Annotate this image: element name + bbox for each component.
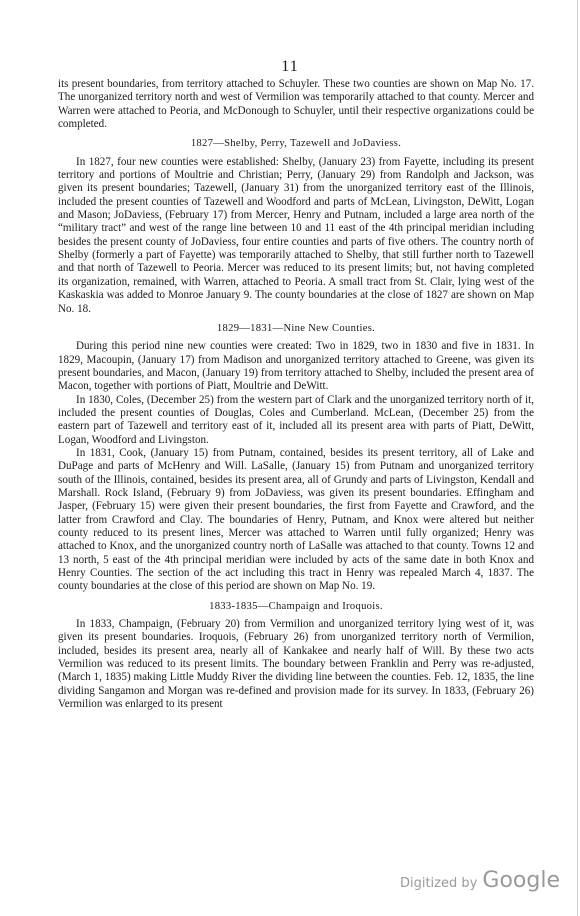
section-heading: 1833-1835—Champaign and Iroquois. [209, 600, 383, 612]
paragraph: In 1827, four new counties were established: Shelby, (January 23) from Fayette, including its present territory and portions of Moultrie and Christian; Perry, (January 29) from Randolph and Jackson, was given its present boundaries; Tazewell, (January 31) from the unorganized territory east of the Illinois, included the present counties of Tazewell and Woodford and parts of McLean, Livingston, DeWitt, Logan and Mason; JoDaviess, (February 17) from Mercer, Henry and Putnam, included a large area north of the “military tract” and west of the range line between 10 and 11 east of the 4th principal meridian including besides the present county of JoDaviess, four entire counties and parts of five others. The country north of Shelby (formerly a part of Fayette) was temporarily attached to Shelby, that still further north to Tazewell and that north of Tazewell to Peoria. Mercer was reduced to its present limits; but, not having completed its organization, remained, with Warren, attached to Peoria. A small tract from St. Clair, lying west of the Kaskaskia was added to Monroe January 9. The county boundaries at the close of 1827 are shown on Map No. 18. [58, 155, 534, 315]
digitized-watermark [400, 868, 560, 893]
paragraph: In 1830, Coles, (December 25) from the western part of Clark and the unorganized territory north of it, included the present counties of Douglas, Coles and Cumberland. McLean, (December 25) from the eastern part of Tazewell and territory east of it, included all its present area with parts of Piatt, DeWitt, Logan, Woodford and Livingston. [58, 393, 534, 446]
paragraph: In 1831, Cook, (January 15) from Putnam, contained, besides its present territory, all of Lake and DuPage and parts of McHenry and Will. LaSalle, (January 15) from Putnam and unorganized territory south of the Illinois, contained, besides its present area, all of Grundy and parts of Livingston, Kendall and Marshall. Rock Island, (February 9) from JoDaviess, was given its present boundaries. Effingham and Jasper, (February 15) were given their present boundaries, the first from Fayette and Crawford, and the latter from Crawford and Clay. The boundaries of Henry, Putnam, and Knox were altered but neither county reduced to its present lines, Mercer was attached to Warren until fully organized; Henry was attached to Knox, and the unorganized country north of LaSalle was attached to that county. Towns 12 and 13 north, 5 east of the 4th principal meridian were included by acts of the same date in both Knox and Henry Counties. The section of the act including this tract in Henry was repealed March 4, 1837. The county boundaries at the close of this period are shown on Map No. 19. [58, 446, 534, 593]
page-edge [577, 0, 578, 916]
paragraph: During this period nine new counties were created: Two in 1829, two in 1830 and five in 1831. In 1829, Macoupin, (January 17) from Madison and unorganized territory attached to Greene, was given its present boundaries, and Macon, (January 19) from territory attached to Shelby, included the present area of Macon, together with portions of Piatt, Moultrie and DeWitt. [58, 340, 534, 393]
section-heading: 1827—Shelby, Perry, Tazewell and JoDaviess. [190, 138, 402, 150]
section-heading: 1829—1831—Nine New Counties. [216, 322, 376, 334]
watermark-brand: Google [482, 868, 560, 893]
watermark-prefix: Digitized by [399, 876, 478, 891]
paragraph: In 1833, Champaign, (February 20) from Vermilion and unorganized territory lying west of it, was given its present boundaries. Iroquois, (February 26) from unorganized territory north of Vermilion, included, besides its present area, nearly all of Kankakee and nearly half of Will. By these two acts Vermilion was reduced to its present limits. The boundary between Franklin and Perry was re-adjusted, (March 1, 1835) making Little Muddy River the dividing line between the counties. Feb. 12, 1835, the line dividing Sangamon and Morgan was re-defined and provision made for its survey. In 1833, (February 26) Vermilion was enlarged to its present [58, 618, 534, 711]
paragraph: its present boundaries, from territory attached to Schuyler. These two counties are shown on Map No. 17. The unorganized territory north and west of Vermilion was temporarily attached to that county. Mercer and Warren were attached to Peoria, and McDonough to Schuyler, until their respective organizations could be completed. [58, 78, 534, 131]
page-number: 11 [281, 58, 299, 75]
page-body [58, 78, 534, 711]
